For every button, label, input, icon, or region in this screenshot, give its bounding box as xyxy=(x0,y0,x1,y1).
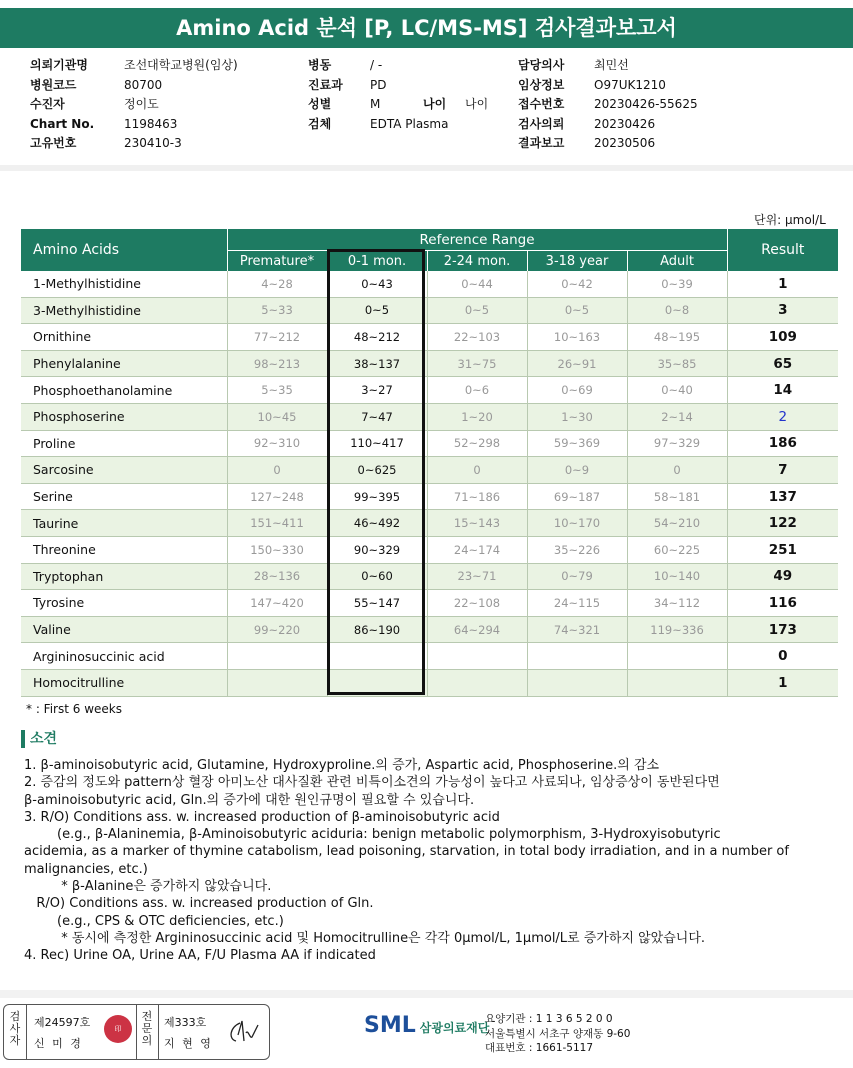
ref-range-cell: 2~14 xyxy=(627,403,727,430)
label-department: 진료과 xyxy=(308,77,343,92)
table-row xyxy=(21,590,838,617)
ref-range-cell: 5~33 xyxy=(227,297,327,324)
seal-stamp-icon: 印 xyxy=(104,1015,132,1043)
ref-range-cell: 69~187 xyxy=(527,483,627,510)
ref-range-cell: 0 xyxy=(627,457,727,484)
amino-acid-name: Phosphoethanolamine xyxy=(21,377,227,404)
ref-range-cell: 3~27 xyxy=(327,377,427,404)
result-cell: 0 xyxy=(727,643,838,670)
ref-range-cell: 127~248 xyxy=(227,483,327,510)
ref-range-cell: 1~20 xyxy=(427,403,527,430)
value-unique-no: 230410-3 xyxy=(124,136,182,151)
ref-range-cell: 58~181 xyxy=(627,483,727,510)
amino-acid-name: Homocitrulline xyxy=(21,669,227,696)
institution-code: 요양기관 : 1 1 3 6 5 2 0 0 xyxy=(485,1013,613,1025)
label-ward: 병동 xyxy=(308,58,332,72)
findings-text xyxy=(24,757,844,965)
result-cell: 173 xyxy=(727,616,838,643)
finding-line: 1. β-aminoisobutyric acid, Glutamine, Hydroxyproline.의 증가, Aspartic acid, Phosphoserine.의 감소 xyxy=(24,758,660,773)
ref-range-cell: 28~136 xyxy=(227,563,327,590)
amino-acid-name: Valine xyxy=(21,616,227,643)
ref-range-cell: 22~108 xyxy=(427,590,527,617)
ref-range-cell xyxy=(627,643,727,670)
value-doctor: 최민선 xyxy=(594,58,629,72)
value-specimen: EDTA Plasma xyxy=(370,116,449,131)
role-tech: 검사자 xyxy=(9,1010,21,1047)
finding-line: 2. 증감의 정도와 pattern상 혈장 아미노산 대사질환 관련 비특이소견의 가능성이 높다고 사료되나, 임상증상이 동반된다면 xyxy=(24,775,720,791)
ref-range-cell: 52~298 xyxy=(427,430,527,457)
amino-acid-name: Phosphoserine xyxy=(21,403,227,430)
label-hospital-code: 병원코드 xyxy=(30,77,77,92)
table-row xyxy=(21,271,838,297)
footnote: * : First 6 weeks xyxy=(26,702,122,716)
table-row xyxy=(21,297,838,324)
table-row xyxy=(21,403,838,430)
ref-range-cell xyxy=(427,643,527,670)
col-header-result: Result xyxy=(727,229,838,271)
col-header-2-24-mon: 2-24 mon. xyxy=(427,251,527,272)
label-doctor: 담당의사 xyxy=(518,58,565,72)
finding-line: * 동시에 측정한 Argininosuccinic acid 및 Homocitrulline은 각각 0μmol/L, 1μmol/L로 증가하지 않았습니다. xyxy=(24,930,706,946)
result-cell: 1 xyxy=(727,271,838,297)
table-row xyxy=(21,536,838,563)
ref-range-cell: 35~226 xyxy=(527,536,627,563)
institution-info xyxy=(485,1012,630,1056)
sig-divider xyxy=(158,1005,159,1059)
ref-range-cell: 60~225 xyxy=(627,536,727,563)
ref-range-cell: 10~163 xyxy=(527,324,627,351)
col-header-premature: Premature* xyxy=(227,251,327,272)
finding-line: * β-Alanine은 증가하지 않았습니다. xyxy=(24,879,272,895)
label-clinical-info: 임상정보 xyxy=(518,77,565,92)
result-cell: 122 xyxy=(727,510,838,537)
ref-range-cell: 0~69 xyxy=(527,377,627,404)
ref-range-cell: 38~137 xyxy=(327,350,427,377)
ref-range-cell: 71~186 xyxy=(427,483,527,510)
table-row xyxy=(21,350,838,377)
col-header-adult: Adult xyxy=(627,251,727,272)
ref-range-cell: 26~91 xyxy=(527,350,627,377)
finding-line: (e.g., CPS & OTC deficiencies, etc.) xyxy=(24,913,284,929)
result-cell: 186 xyxy=(727,430,838,457)
amino-acid-name: 1-Methylhistidine xyxy=(21,271,227,297)
table-row xyxy=(21,324,838,351)
tech-license-no: 제24597호 xyxy=(34,1016,91,1029)
amino-acid-name: Tyrosine xyxy=(21,590,227,617)
ref-range-cell: 59~369 xyxy=(527,430,627,457)
ref-range-cell: 48~195 xyxy=(627,324,727,351)
specialist-name: 지 현 영 xyxy=(164,1037,213,1050)
opinion-heading: 소견 xyxy=(21,730,57,748)
table-row xyxy=(21,616,838,643)
ref-range-cell: 77~212 xyxy=(227,324,327,351)
tech-name: 신 미 경 xyxy=(34,1037,83,1050)
ref-range-cell: 0~44 xyxy=(427,271,527,297)
ref-range-cell: 24~174 xyxy=(427,536,527,563)
ref-range-cell: 46~492 xyxy=(327,510,427,537)
ref-range-cell: 98~213 xyxy=(227,350,327,377)
col-header-amino-acids: Amino Acids xyxy=(21,229,227,271)
ref-range-cell xyxy=(527,643,627,670)
ref-range-cell: 35~85 xyxy=(627,350,727,377)
logo-text: SML xyxy=(364,1013,416,1038)
amino-acid-name: Phenylalanine xyxy=(21,350,227,377)
ref-range-cell: 0~60 xyxy=(327,563,427,590)
amino-acid-name: Argininosuccinic acid xyxy=(21,643,227,670)
value-clinical-info: O97UK1210 xyxy=(594,77,666,92)
value-receipt-no: 20230426-55625 xyxy=(594,97,698,112)
ref-range-cell: 119~336 xyxy=(627,616,727,643)
ref-range-cell: 5~35 xyxy=(227,377,327,404)
ref-range-cell: 4~28 xyxy=(227,271,327,297)
ref-range-cell: 0~5 xyxy=(327,297,427,324)
ref-range-cell: 92~310 xyxy=(227,430,327,457)
ref-range-cell: 0~625 xyxy=(327,457,427,484)
ref-range-cell: 90~329 xyxy=(327,536,427,563)
handwritten-signature-icon xyxy=(226,1019,262,1045)
result-cell: 251 xyxy=(727,536,838,563)
label-receipt-no: 접수번호 xyxy=(518,97,565,112)
ref-range-cell xyxy=(327,643,427,670)
institution-address: 서울특별시 서초구 양재동 9-60 xyxy=(485,1027,631,1040)
ref-range-cell: 110~417 xyxy=(327,430,427,457)
result-cell: 2 xyxy=(727,403,838,430)
amino-acid-name: Tryptophan xyxy=(21,563,227,590)
ref-range-cell: 31~75 xyxy=(427,350,527,377)
result-cell: 1 xyxy=(727,669,838,696)
ref-range-cell: 0~6 xyxy=(427,377,527,404)
sig-divider xyxy=(26,1005,27,1059)
label-unique-no: 고유번호 xyxy=(30,136,77,151)
amino-acid-name: Ornithine xyxy=(21,324,227,351)
ref-range-cell: 0 xyxy=(427,457,527,484)
table-row xyxy=(21,510,838,537)
ref-range-cell: 34~112 xyxy=(627,590,727,617)
label-chart-no: Chart No. xyxy=(30,116,95,131)
sig-divider xyxy=(136,1005,137,1059)
ref-range-cell: 86~190 xyxy=(327,616,427,643)
table-row xyxy=(21,457,838,484)
ref-range-cell xyxy=(227,669,327,696)
unit-label: 단위: μmol/L xyxy=(754,213,826,227)
amino-acid-name: Serine xyxy=(21,483,227,510)
label-institution: 의뢰기관명 xyxy=(30,58,88,72)
ref-range-cell: 150~330 xyxy=(227,536,327,563)
amino-acid-table xyxy=(21,229,838,697)
ref-range-cell: 151~411 xyxy=(227,510,327,537)
section-divider xyxy=(0,165,853,171)
ref-range-cell: 0~5 xyxy=(527,297,627,324)
ref-range-cell: 22~103 xyxy=(427,324,527,351)
ref-range-cell: 10~170 xyxy=(527,510,627,537)
finding-line: 3. R/O) Conditions ass. w. increased production of β-aminoisobutyric acid xyxy=(24,809,500,825)
ref-range-cell: 64~294 xyxy=(427,616,527,643)
ref-range-cell: 147~420 xyxy=(227,590,327,617)
ref-range-cell: 54~210 xyxy=(627,510,727,537)
ref-range-cell: 10~140 xyxy=(627,563,727,590)
table-row xyxy=(21,669,838,696)
ref-range-cell: 0~8 xyxy=(627,297,727,324)
ref-range-cell: 0 xyxy=(227,457,327,484)
finding-line: R/O) Conditions ass. w. increased production of Gln. xyxy=(24,896,374,912)
finding-line: 4. Rec) Urine OA, Urine AA, F/U Plasma AA if indicated xyxy=(24,948,376,964)
ref-range-cell: 0~42 xyxy=(527,271,627,297)
finding-line: acidemia, as a marker of thymine catabolism, lead poisoning, starvation, in total body irradiation, and in a number of xyxy=(24,844,789,860)
result-cell: 137 xyxy=(727,483,838,510)
specialist-license-no: 제333호 xyxy=(164,1016,207,1029)
ref-range-cell: 0~5 xyxy=(427,297,527,324)
value-hospital-code: 80700 xyxy=(124,77,163,92)
role-specialist: 전문의 xyxy=(141,1010,153,1047)
ref-range-cell xyxy=(227,643,327,670)
ref-range-cell: 74~321 xyxy=(527,616,627,643)
col-header-0-1-mon: 0-1 mon. xyxy=(327,251,427,272)
footer-divider xyxy=(0,990,853,998)
amino-acid-name: 3-Methylhistidine xyxy=(21,297,227,324)
result-cell: 65 xyxy=(727,350,838,377)
value-institution: 조선대학교병원(임상) xyxy=(124,58,238,72)
ref-range-cell: 0~43 xyxy=(327,271,427,297)
ref-range-cell xyxy=(627,669,727,696)
ref-range-cell: 7~47 xyxy=(327,403,427,430)
table-row xyxy=(21,643,838,670)
header-col-patient xyxy=(30,56,238,154)
label-age: 나이 xyxy=(423,97,447,112)
header-col-ward xyxy=(308,56,488,134)
value-department: PD xyxy=(370,77,387,92)
finding-line: malignancies, etc.) xyxy=(24,861,148,877)
label-request-date: 검사의뢰 xyxy=(518,116,565,131)
value-chart-no: 1198463 xyxy=(124,116,178,131)
value-ward: / - xyxy=(370,58,383,72)
label-sex: 성별 xyxy=(308,97,332,112)
result-cell: 116 xyxy=(727,590,838,617)
sml-logo xyxy=(364,1013,489,1038)
ref-range-cell: 1~30 xyxy=(527,403,627,430)
result-cell: 109 xyxy=(727,324,838,351)
ref-range-cell: 99~395 xyxy=(327,483,427,510)
result-cell: 3 xyxy=(727,297,838,324)
ref-range-cell: 24~115 xyxy=(527,590,627,617)
table-row xyxy=(21,483,838,510)
amino-acid-name: Threonine xyxy=(21,536,227,563)
header-col-doctor xyxy=(518,56,698,154)
col-header-3-18-year: 3-18 year xyxy=(527,251,627,272)
ref-range-cell: 0~79 xyxy=(527,563,627,590)
ref-range-cell: 97~329 xyxy=(627,430,727,457)
logo-korean: 삼광의료재단 xyxy=(419,1021,490,1035)
finding-line: β-aminoisobutyric acid, Gln.의 증가에 대한 원인규명이 필요할 수 있습니다. xyxy=(24,792,475,808)
amino-acid-name: Proline xyxy=(21,430,227,457)
ref-range-cell: 48~212 xyxy=(327,324,427,351)
ref-range-cell: 99~220 xyxy=(227,616,327,643)
col-header-reference-range: Reference Range xyxy=(227,229,727,251)
signature-box xyxy=(3,1004,270,1060)
value-report-date: 20230506 xyxy=(594,136,656,151)
institution-phone: 대표번호 : 1661-5117 xyxy=(485,1042,594,1054)
ref-range-cell: 23~71 xyxy=(427,563,527,590)
ref-range-cell xyxy=(427,669,527,696)
table-row xyxy=(21,563,838,590)
label-patient: 수진자 xyxy=(30,97,65,112)
result-cell: 7 xyxy=(727,457,838,484)
amino-acid-name: Sarcosine xyxy=(21,457,227,484)
result-cell: 49 xyxy=(727,563,838,590)
finding-line: (e.g., β-Alaninemia, β-Aminoisobutyric aciduria: benign metabolic polymorphism, 3-Hydroxyisobutyric xyxy=(24,827,721,843)
ref-range-cell: 10~45 xyxy=(227,403,327,430)
value-sex: M xyxy=(370,97,381,112)
ref-range-cell: 0~40 xyxy=(627,377,727,404)
value-request-date: 20230426 xyxy=(594,116,656,131)
result-cell: 14 xyxy=(727,377,838,404)
value-patient: 정이도 xyxy=(124,97,159,112)
ref-range-cell xyxy=(327,669,427,696)
table-row xyxy=(21,377,838,404)
report-title: Amino Acid 분석 [P, LC/MS-MS] 검사결과보고서 xyxy=(0,8,853,48)
ref-range-cell: 15~143 xyxy=(427,510,527,537)
table-row xyxy=(21,430,838,457)
label-report-date: 결과보고 xyxy=(518,136,565,151)
value-age: 나이 xyxy=(465,97,489,112)
ref-range-cell: 55~147 xyxy=(327,590,427,617)
ref-range-cell xyxy=(527,669,627,696)
ref-range-cell: 0~9 xyxy=(527,457,627,484)
label-specimen: 검체 xyxy=(308,116,332,131)
ref-range-cell: 0~39 xyxy=(627,271,727,297)
amino-acid-name: Taurine xyxy=(21,510,227,537)
